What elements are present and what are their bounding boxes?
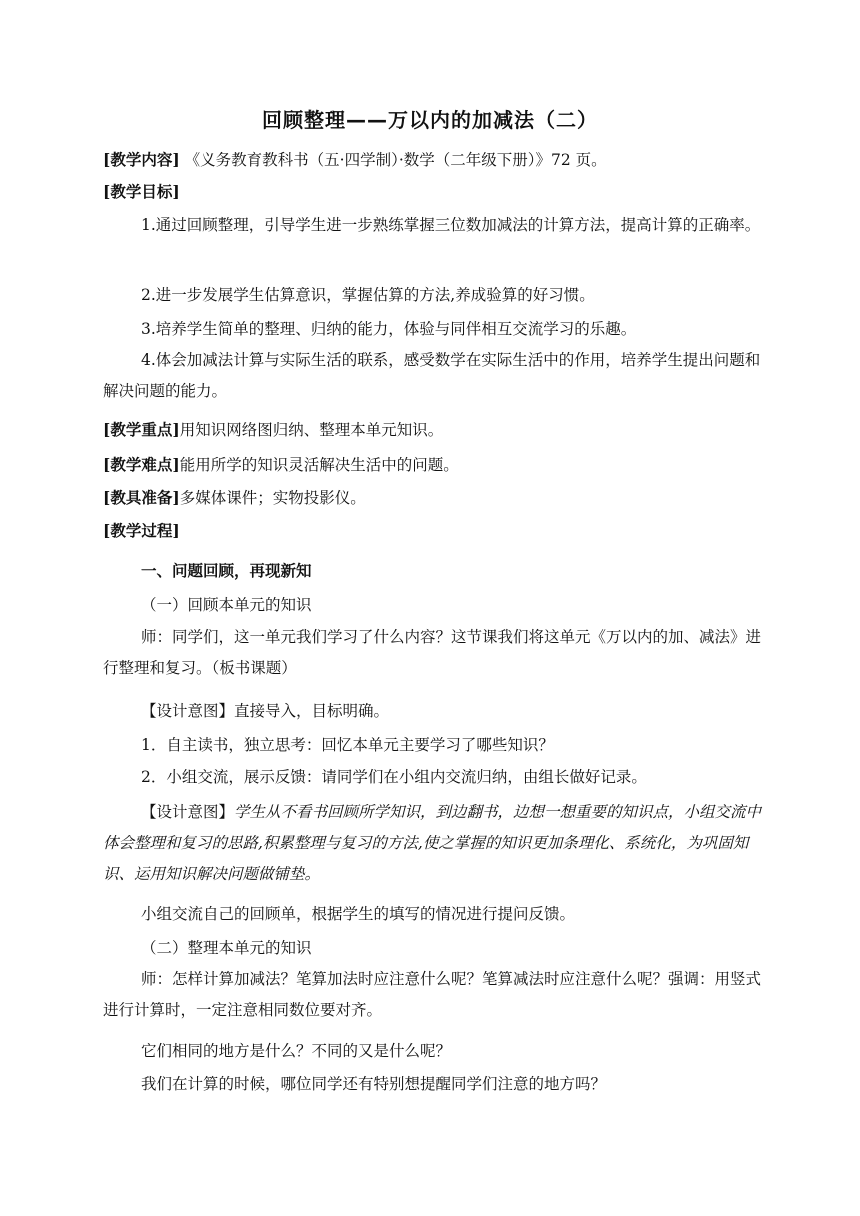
subsection-1: （一）回顾本单元的知识 [141, 596, 312, 614]
step-1: 1．自主读书，独立思考：回忆本单元主要学习了哪些知识？ [141, 736, 554, 754]
design-intent-2 [103, 797, 763, 890]
design-intent-1: 【设计意图】直接导入，目标明确。 [141, 702, 390, 720]
step-2: 2．小组交流，展示反馈：请同学们在小组内交流归纳，由组长做好记录。 [141, 768, 647, 786]
key-row [103, 419, 443, 441]
difficulty-label: [教学难点] [103, 455, 180, 474]
key-text: 用知识网络图归纳、整理本单元知识。 [179, 421, 444, 439]
content-label: [教学内容] [103, 150, 180, 169]
teacher-paragraph-2: 师：怎样计算加减法？笔算加法时应注意什么呢？笔算减法时应注意什么呢？强调：用竖式进行计算时，一定注意相同数位要对齐。 [103, 970, 762, 1019]
goal-item-3: 3.培养学生简单的整理、归纳的能力，体验与同伴相互交流学习的乐趣。 [141, 320, 637, 338]
section-heading-1: 一、问题回顾，再现新知 [141, 561, 312, 580]
design-intent-2-label: 【设计意图】 [141, 803, 235, 821]
tools-text: 多媒体课件；实物投影仪。 [179, 489, 366, 507]
goal-item-1: 1.通过回顾整理，引导学生进一步熟练掌握三位数加减法的计算方法，提高计算的正确率。 [141, 216, 761, 234]
tools-label: [教具准备] [103, 488, 180, 507]
goal-item-2: 2.进一步发展学生估算意识，掌握估算的方法,养成验算的好习惯。 [141, 286, 595, 304]
teacher-paragraph-1: 师：同学们，这一单元我们学习了什么内容？这节课我们将这单元《万以内的加、减法》进行整理和复习。（板书课题） [103, 628, 762, 677]
summary-paragraph: 小组交流自己的回顾单，根据学生的填写的情况进行提问反馈。 [141, 905, 576, 923]
difficulty-text: 能用所学的知识灵活解决生活中的问题。 [179, 456, 459, 474]
question-1: 它们相同的地方是什么？不同的又是什么呢？ [141, 1042, 452, 1060]
page-title: 回顾整理——万以内的加减法（二） [262, 108, 598, 132]
difficulty-row [103, 454, 459, 476]
content-text: 《义务教育教科书（五·四学制）·数学（二年级下册）》72 页。 [184, 151, 607, 169]
process-heading: [教学过程] [103, 521, 180, 540]
goal-item-4: 4.体会加减法计算与实际生活的联系，感受数学在实际生活中的作用，培养学生提出问题和解决问题的能力。 [103, 351, 761, 400]
tools-row [103, 487, 366, 509]
subsection-2: （二）整理本单元的知识 [141, 939, 312, 957]
content-row [103, 149, 607, 171]
question-2: 我们在计算的时候，哪位同学还有特别想提醒同学们注意的地方吗？ [141, 1075, 607, 1093]
key-label: [教学重点] [103, 420, 180, 439]
design-intent-2-text: 学生从不看书回顾所学知识，到边翻书，边想一想重要的知识点，小组交流中体会整理和复习的思路,积累整理与复习的方法,使之掌握的知识更加条理化、系统化，为巩固知识、运用知识解决问题做铺垫。 [103, 803, 762, 883]
goals-heading: [教学目标] [103, 182, 180, 201]
